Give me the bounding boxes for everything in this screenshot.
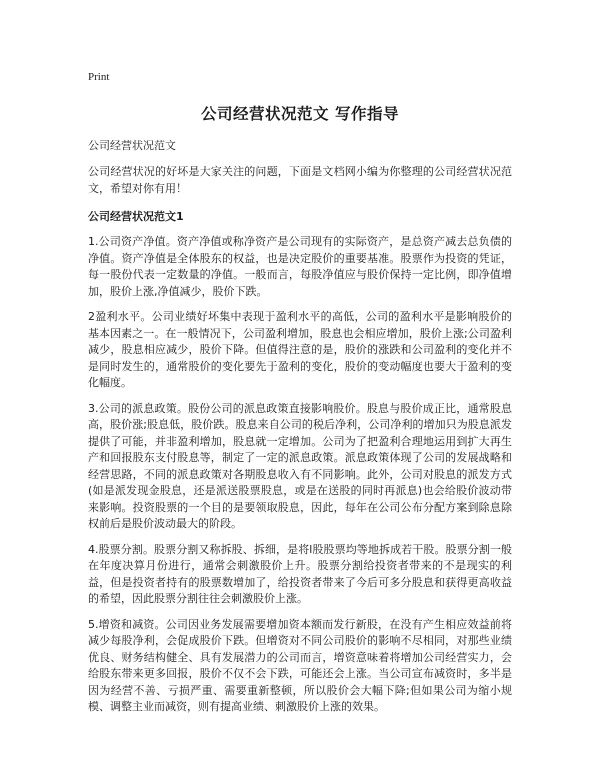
section-heading: 公司经营状况范文1 xyxy=(88,210,184,223)
document-subtitle: 公司经营状况范文 xyxy=(88,139,176,152)
paragraph-dividend-policy: 3.公司的派息政策。股份公司的派息政策直接影响股价。股息与股价成正比，通常股息高，股价涨;股息低，股价跌。股息来自公司的税后净利，公司净利的增加只为股息派发提供了可能，并非盈利增加，股息就一定增加。公司为了把盈利合理地运用到扩大再生产和回报股东支付股息等，制定了一定的派息政策。派息政策体现了公司的发展战略和经营思路，不同的派息政策对各期股息收入有不同影响。此外，公司对股息的派发方式(如是派发现金股息，还是派送股票股息，或是在送股的同时再派息)也会给股价波动带来影响。投资股票的一个目的是要领取股息，因此，每年在公司公布分配方案到除息除权前后是股价波动最大的阶段。 xyxy=(88,401,512,530)
paragraph-stock-split: 4.股票分割。股票分割又称拆股、拆细，是将l股股票均等地拆成若干股。股票分割一般在年度决算月份进行，通常会刺激股价上升。股票分割给投资者带来的不是现实的利益，但是投资者持有的股票数增加了，给投资者带来了今后可多分股息和获得更高收益的希望，因此股票分割往往会刺激股价上涨。 xyxy=(88,542,512,605)
intro-paragraph: 公司经营状况的好坏是大家关注的问题，下面是文档网小编为你整理的公司经营状况范文，希望对你有用！ xyxy=(88,165,512,195)
paragraph-profit-level: 2盈利水平。公司业绩好坏集中表现于盈利水平的高低，公司的盈利水平是影响股价的基本因素之一。在一般情况下，公司盈利增加，股息也会相应增加，股价上涨;公司盈利减少，股息相应减少，股价下降。但值得注意的是，股价的涨跌和公司盈利的变化并不是同时发生的，通常股价的变化要先于盈利的变化，股价的变动幅度也要大于盈利的变化幅度。 xyxy=(88,310,512,389)
document-title: 公司经营状况范文 写作指导 xyxy=(201,105,399,123)
print-label: Print xyxy=(88,71,110,83)
document-page xyxy=(88,70,512,725)
paragraph-asset-value: 1.公司资产净值。资产净值或称净资产是公司现有的实际资产，是总资产减去总负债的净值。资产净值是全体股东的权益，也是决定股价的重要基准。股票作为投资的凭证，每一股份代表一定数量的净值。一般而言，每股净值应与股价保持一定比例，即净值增加，股价上涨,净值减少，股价下跌。 xyxy=(88,235,512,298)
paragraph-capital-change: 5.增资和减资。公司因业务发展需要增加资本额而发行新股，在没有产生相应效益前将减少每股净利，会促成股价下跌。但增资对不同公司股价的影响不尽相同，对那些业绩优良、财务结构健全、具有发展潜力的公司而言，增资意味着将增加公司经营实力，会给股东带来更多回报，股价不仅不会下跌，可能还会上涨。当公司宣布减资时，多半是因为经营不善、亏损严重、需要重新整顿，所以股价会大幅下降;但如果公司为缩小规模、调整主业而减资，则有提高业绩、刺激股价上涨的效果。 xyxy=(88,617,512,713)
